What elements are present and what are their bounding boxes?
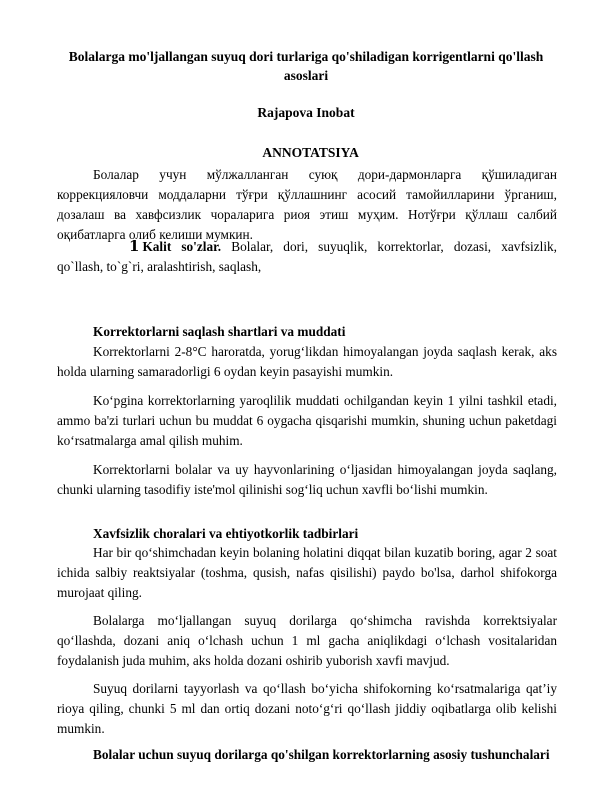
safety-paragraph-2: Bolalarga mo‘ljallangan suyuq dorilarga qo‘shimcha ravishda korrektsiyalar qo‘llashda, dozani aniq o‘lchash uchun 1 ml gacha aniqlikdagi o‘lchash vositalaridan foydalanish juda muhim, aks holda dozani oshirib yuborish xavfi mavjud.	[57, 613, 557, 668]
key-icon: 𝟏	[129, 239, 140, 255]
section-heading-storage: Korrektorlarni saqlash shartlari va muddati	[93, 324, 346, 339]
annotation-heading-text: ANNOTATSIYA	[257, 145, 355, 160]
missing-glyph-box	[253, 146, 262, 160]
safety-paragraph-3: Suyuq dorilarni tayyorlash va qo‘llash bo‘yicha shifokorning ko‘rsatmalariga qat’iy rioya qiling, chunki 5 ml dan ortiq dozani noto‘g‘ri qo‘llash jiddiy oqibatlarga olib kelishi mumkin.	[57, 681, 557, 736]
storage-paragraph-2: Ko‘pgina korrektorlarning yaroqlilik muddati ochilgandan keyin 1 yilni tashkil etadi, ammo ba'zi turlari uchun bu muddat 6 oygacha qisqarishi mumkin, shuning uchun paketdagi ko‘rsatmalarga amal qilish muhim.	[57, 393, 557, 448]
storage-paragraph-1: Korrektorlarni 2-8°C haroratda, yorug‘likdan himoyalangan joyda saqlash kerak, aks holda ularning samaradorligi 6 oydan keyin pasayishi mumkin.	[57, 344, 557, 379]
section-heading-concepts: Bolalar uchun suyuq dorilarga qo'shilgan korrektorlarning asosiy tushunchalari	[93, 747, 550, 762]
annotation-paragraph: Болалар учун мўлжалланган суюқ дори-дармонларга қўшиладиган коррекцияловчи моддаларни тўғри қўллашнинг асосий тамойилларини ўрганиш, дозалаш ва хавфсизлик чораларига риоя этиш муҳим. Нотўғри қўллаш салбий оқибатларга олиб келиши мумкин.	[57, 167, 557, 242]
keywords-label: Kalit so'zlar.	[142, 239, 222, 254]
document-title: Bolalarga mo'ljallangan suyuq dori turlariga qo'shiladigan korrigentlarni qo'llash asoslari	[68, 49, 544, 83]
annotation-heading	[52, 145, 560, 161]
author-name: Rajapova Inobat	[257, 105, 355, 120]
keywords-text: Bolalar, dori, suyuqlik, korrektorlar, dozasi, xavfsizlik, qo`llash, to`g`ri, aralashtirish, saqlash,	[57, 239, 557, 274]
storage-paragraph-3: Korrektorlarni bolalar va uy hayvonlarining o‘ljasidan himoyalangan joyda saqlang, chunki ularning tasodifiy iste'mol qilinishi sog‘liq uchun xavfli bo‘lishi mumkin.	[57, 462, 557, 497]
safety-paragraph-1: Har bir qo‘shimchadan keyin bolaning holatini diqqat bilan kuzatib boring, agar 2 soat ichida salbiy reaktsiyalar (toshma, qusish, nafas qisilishi) paydo bo'lsa, darhol shifokorga murojaat qiling.	[57, 545, 557, 600]
section-heading-safety: Xavfsizlik choralari va ehtiyotkorlik tadbirlari	[93, 526, 359, 541]
keywords-paragraph	[57, 237, 557, 277]
